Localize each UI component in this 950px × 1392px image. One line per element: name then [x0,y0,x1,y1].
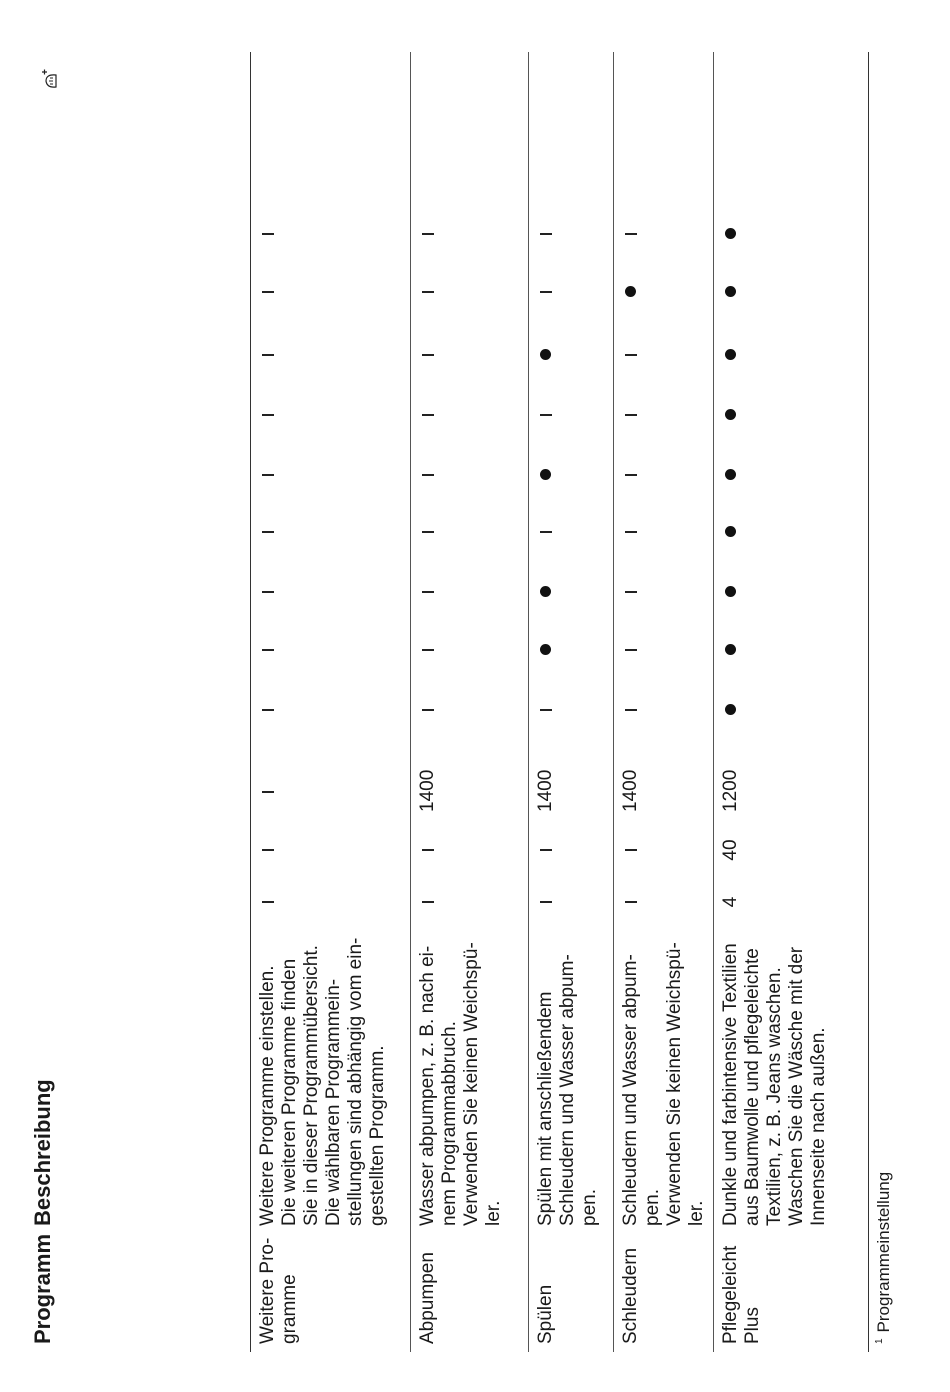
option-available-dot [720,630,742,670]
option-unavailable-dash [417,572,439,612]
option-unavailable-dash [257,214,279,254]
option-unavailable-dash [257,395,279,435]
program-name: Abpumpen [417,1252,438,1344]
option-unavailable-dash [535,830,557,870]
dash-icon [540,709,552,711]
option-unavailable-dash [535,690,557,730]
footnote [874,1172,894,1344]
dash-icon [625,414,637,416]
dash-icon [262,849,274,851]
dash-icon [625,649,637,651]
dot-icon [540,470,551,481]
option-unavailable-dash [417,455,439,495]
option-available-dot [720,512,742,552]
option-unavailable-dash [257,512,279,552]
option-unavailable-dash [620,512,642,552]
dot-icon [725,705,736,716]
dash-icon [262,414,274,416]
option-available-dot [720,572,742,612]
dash-icon [262,791,274,793]
option-unavailable-dash [620,830,642,870]
dash-icon [625,709,637,711]
option-unavailable-dash [620,690,642,730]
option-unavailable-dash [257,772,279,812]
dot-icon [725,350,736,361]
option-unavailable-dash [620,214,642,254]
option-available-dot [535,335,557,375]
dash-icon [262,709,274,711]
program-name: Weitere Pro- gramme [257,1237,300,1344]
option-available-dot [720,455,742,495]
dash-icon [422,354,434,356]
option-unavailable-dash [417,512,439,552]
option-unavailable-dash [257,630,279,670]
footnote-mark: 1 [874,1338,886,1344]
option-unavailable-dash [257,335,279,375]
dash-icon [540,233,552,235]
row-divider [528,52,529,1352]
value-cell: 1400 [417,769,438,812]
dash-icon [540,531,552,533]
option-available-dot [720,690,742,730]
dot-icon [540,645,551,656]
option-unavailable-dash [257,455,279,495]
option-unavailable-dash [620,455,642,495]
bottom-rule [868,52,869,1352]
dash-icon [422,414,434,416]
option-unavailable-dash [417,335,439,375]
dash-icon [422,649,434,651]
dot-icon [625,287,636,298]
dash-icon [540,414,552,416]
dot-icon [725,410,736,421]
dash-icon [262,474,274,476]
dash-icon [422,591,434,593]
option-unavailable-dash [535,395,557,435]
option-unavailable-dash [620,335,642,375]
row-divider [613,52,614,1352]
option-unavailable-dash [417,882,439,922]
program-description: Spülen mit anschließendem Schleudern und Wasser abpum- pen. [535,954,600,1226]
dash-icon [625,474,637,476]
dash-icon [625,233,637,235]
dash-icon [262,591,274,593]
option-available-dot [720,335,742,375]
dash-icon [625,849,637,851]
dash-icon [422,901,434,903]
option-unavailable-dash [417,830,439,870]
program-description: Wasser abpumpen, z. B. nach ei- nem Programmabbruch. Verwenden Sie keinen Weichspü- ler. [417,942,504,1226]
dot-icon [540,350,551,361]
option-available-dot [620,272,642,312]
value-cell: 4 [720,896,741,908]
dot-icon [725,587,736,598]
row-divider [713,52,714,1352]
option-available-dot [720,214,742,254]
dash-icon [422,233,434,235]
dash-icon [262,901,274,903]
dot-icon [725,470,736,481]
dot-icon [540,587,551,598]
dash-icon [262,649,274,651]
option-available-dot [720,395,742,435]
dash-icon [625,354,637,356]
option-unavailable-dash [417,395,439,435]
dash-icon [422,849,434,851]
option-unavailable-dash [257,882,279,922]
dot-icon [725,229,736,240]
header-rule [250,52,251,1352]
footnote-text: Programmeinstellung [874,1171,893,1333]
dash-icon [625,531,637,533]
option-unavailable-dash [417,272,439,312]
program-description: Dunkle und farbintensive Textilien aus Baumwolle und pflegeleichte Textilien, z. B. Jeans waschen. Waschen Sie die Wäsche mit der Innenseite nach außen. [720,943,829,1226]
program-name: Pflegeleicht Plus [720,1245,763,1344]
option-unavailable-dash [257,830,279,870]
option-unavailable-dash [257,272,279,312]
dot-icon [725,645,736,656]
dash-icon [422,474,434,476]
dash-icon [422,531,434,533]
dot-icon [725,527,736,538]
option-unavailable-dash [417,630,439,670]
option-unavailable-dash [535,272,557,312]
option-available-dot [720,272,742,312]
header-description: Beschreibung [30,1079,55,1226]
dash-icon [625,901,637,903]
option-unavailable-dash [535,882,557,922]
value-cell: 1200 [720,769,741,812]
dash-icon [625,591,637,593]
option-unavailable-dash [257,572,279,612]
hand-wash-plus-icon [40,68,65,90]
option-unavailable-dash [535,214,557,254]
option-available-dot [535,630,557,670]
program-name: Schleudern [620,1247,641,1344]
option-available-dot [535,572,557,612]
program-table [18,52,918,1352]
dash-icon [262,354,274,356]
value-cell: 1400 [620,769,641,812]
option-unavailable-dash [620,882,642,922]
option-unavailable-dash [417,214,439,254]
option-available-dot [535,455,557,495]
option-unavailable-dash [620,395,642,435]
option-unavailable-dash [417,690,439,730]
program-description: Weitere Programme einstellen. Die weiteren Programme finden Sie in dieser Programmübersicht. Die wählbaren Programmein- stellungen sind abhängig vom ein- gestellten Programm. [257,937,388,1226]
table-header [18,52,250,1352]
option-unavailable-dash [257,690,279,730]
dash-icon [262,531,274,533]
program-name: Spülen [535,1284,556,1344]
value-cell: 40 [720,839,741,861]
dash-icon [262,291,274,293]
dash-icon [540,901,552,903]
option-unavailable-dash [620,630,642,670]
dot-icon [725,287,736,298]
option-unavailable-dash [535,512,557,552]
row-divider [410,52,411,1352]
header-program: Programm [30,1233,55,1344]
value-cell: 1400 [535,769,556,812]
dash-icon [262,233,274,235]
program-description: Schleudern und Wasser abpum- pen. Verwenden Sie keinen Weichspü- ler. [620,942,707,1226]
dash-icon [540,291,552,293]
dash-icon [422,291,434,293]
dash-icon [540,849,552,851]
dash-icon [422,709,434,711]
option-unavailable-dash [620,572,642,612]
